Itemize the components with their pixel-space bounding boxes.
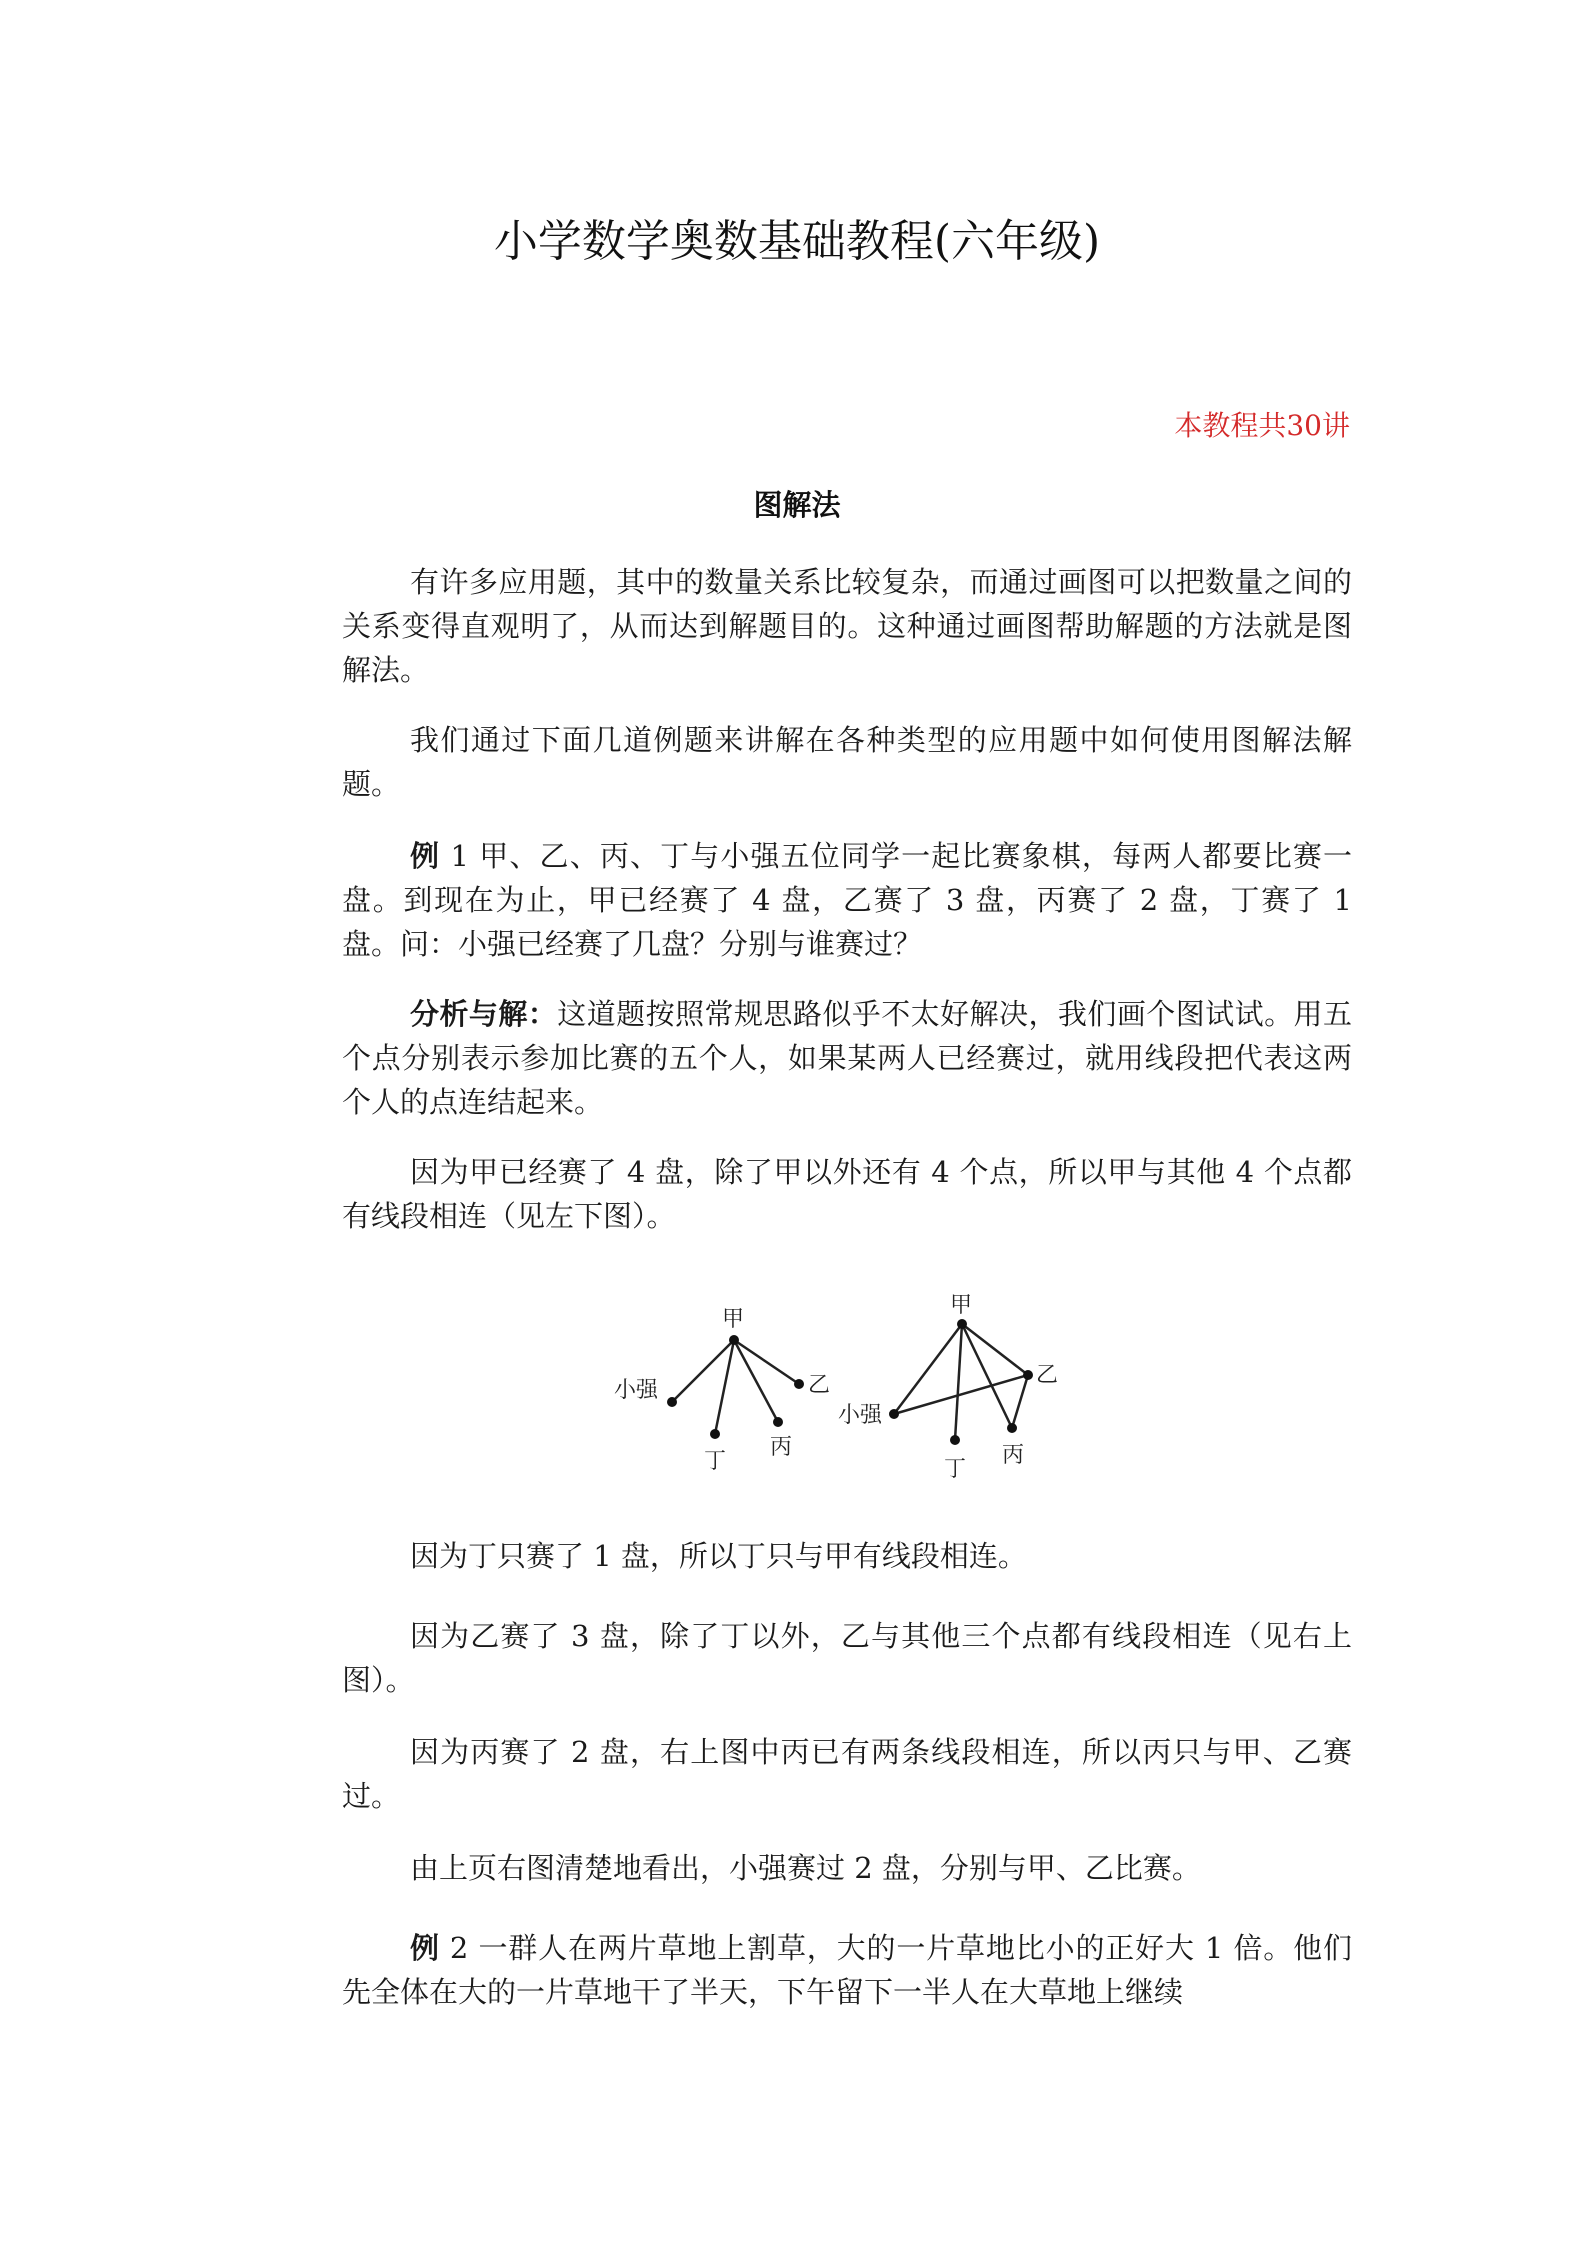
analysis-paragraph: [342, 992, 1352, 1124]
right-node-ding: [950, 1435, 960, 1445]
right-edge-jia-bing: [962, 1324, 1012, 1428]
step-paragraph-2: 因为丁只赛了 1 盘，所以丁只与甲有线段相连。: [410, 1539, 1027, 1573]
series-note: 本教程共30讲: [1174, 409, 1350, 442]
intro-paragraph-1: 有许多应用题，其中的数量关系比较复杂，而通过画图可以把数量之间的关系变得直观明了，从而达到解题目的。这种通过画图帮助解题的方法就是图解法。: [342, 565, 1352, 687]
example-1-paragraph: [342, 834, 1352, 966]
section-title: 图解法: [753, 488, 841, 522]
left-label-yi: 乙: [808, 1373, 831, 1398]
left-label-jia: 甲: [722, 1307, 745, 1332]
example-2-paragraph: [342, 1926, 1352, 2014]
left-label-ding: 丁: [704, 1449, 727, 1474]
left-node-bing: [773, 1417, 783, 1427]
right-graph: [838, 1293, 1058, 1482]
left-graph: [614, 1307, 830, 1474]
left-edge-jia-ding: [715, 1340, 734, 1434]
intro-paragraph-2: 我们通过下面几道例题来讲解在各种类型的应用题中如何使用图解法解题。: [342, 723, 1352, 801]
right-label-jia: 甲: [950, 1293, 973, 1318]
right-node-bing: [1007, 1423, 1017, 1433]
right-node-yi: [1023, 1370, 1033, 1380]
example-1-text: 1 甲、乙、丙、丁与小强五位同学一起比赛象棋，每两人都要比赛一盘。到现在为止，甲已经赛了 4 盘，乙赛了 3 盘，丙赛了 2 盘，丁赛了 1 盘。问：小强已经赛了几盘？分别与谁赛过？: [342, 839, 1352, 961]
right-edge-yi-bing: [1012, 1375, 1028, 1428]
right-edge-jia-yi: [962, 1324, 1028, 1375]
left-node-jia: [729, 1335, 739, 1345]
left-edge-jia-yi: [734, 1340, 799, 1384]
step-paragraph-4: 因为丙赛了 2 盘，右上图中丙已有两条线段相连，所以丙只与甲、乙赛过。: [342, 1735, 1352, 1813]
right-label-yi: 乙: [1036, 1363, 1059, 1388]
left-node-xiaoqiang: [667, 1397, 677, 1407]
analysis-label: 分析与解：: [410, 997, 558, 1031]
right-node-xiaoqiang: [889, 1409, 899, 1419]
example-2-label: 例: [410, 1931, 440, 1965]
left-label-xiaoqiang: 小强: [614, 1378, 659, 1403]
example-2-text: 2 一群人在两片草地上割草，大的一片草地比小的正好大 1 倍。他们先全体在大的一片草地干了半天，下午留下一半人在大草地上继续: [342, 1931, 1352, 2009]
step-paragraph-1: 因为甲已经赛了 4 盘，除了甲以外还有 4 个点，所以甲与其他 4 个点都有线段相连（见左下图）。: [342, 1155, 1352, 1233]
step-paragraph-3: 因为乙赛了 3 盘，除了丁以外，乙与其他三个点都有线段相连（见右上图）。: [342, 1619, 1352, 1697]
right-edge-xiaoqiang-yi: [894, 1375, 1028, 1414]
left-edge-jia-bing: [734, 1340, 778, 1422]
right-edge-jia-xiaoqiang: [894, 1324, 962, 1414]
analysis-text: 这道题按照常规思路似乎不太好解决，我们画个图试试。用五个点分别表示参加比赛的五个人，如果某两人已经赛过，就用线段把代表这两个人的点连结起来。: [342, 997, 1352, 1119]
right-node-jia: [957, 1319, 967, 1329]
example-1-label: 例: [410, 839, 441, 873]
left-node-yi: [794, 1379, 804, 1389]
left-edge-jia-xiaoqiang: [672, 1340, 734, 1402]
right-label-bing: 丙: [1002, 1443, 1025, 1468]
left-node-ding: [710, 1429, 720, 1439]
graph-figure: [600, 1290, 1100, 1490]
right-edge-jia-ding: [955, 1324, 962, 1440]
step-paragraph-5: 由上页右图清楚地看出，小强赛过 2 盘，分别与甲、乙比赛。: [410, 1851, 1201, 1885]
right-label-ding: 丁: [944, 1457, 967, 1482]
right-label-xiaoqiang: 小强: [838, 1403, 883, 1428]
left-label-bing: 丙: [770, 1435, 793, 1460]
document-title: 小学数学奥数基础教程(六年级): [493, 216, 1101, 267]
